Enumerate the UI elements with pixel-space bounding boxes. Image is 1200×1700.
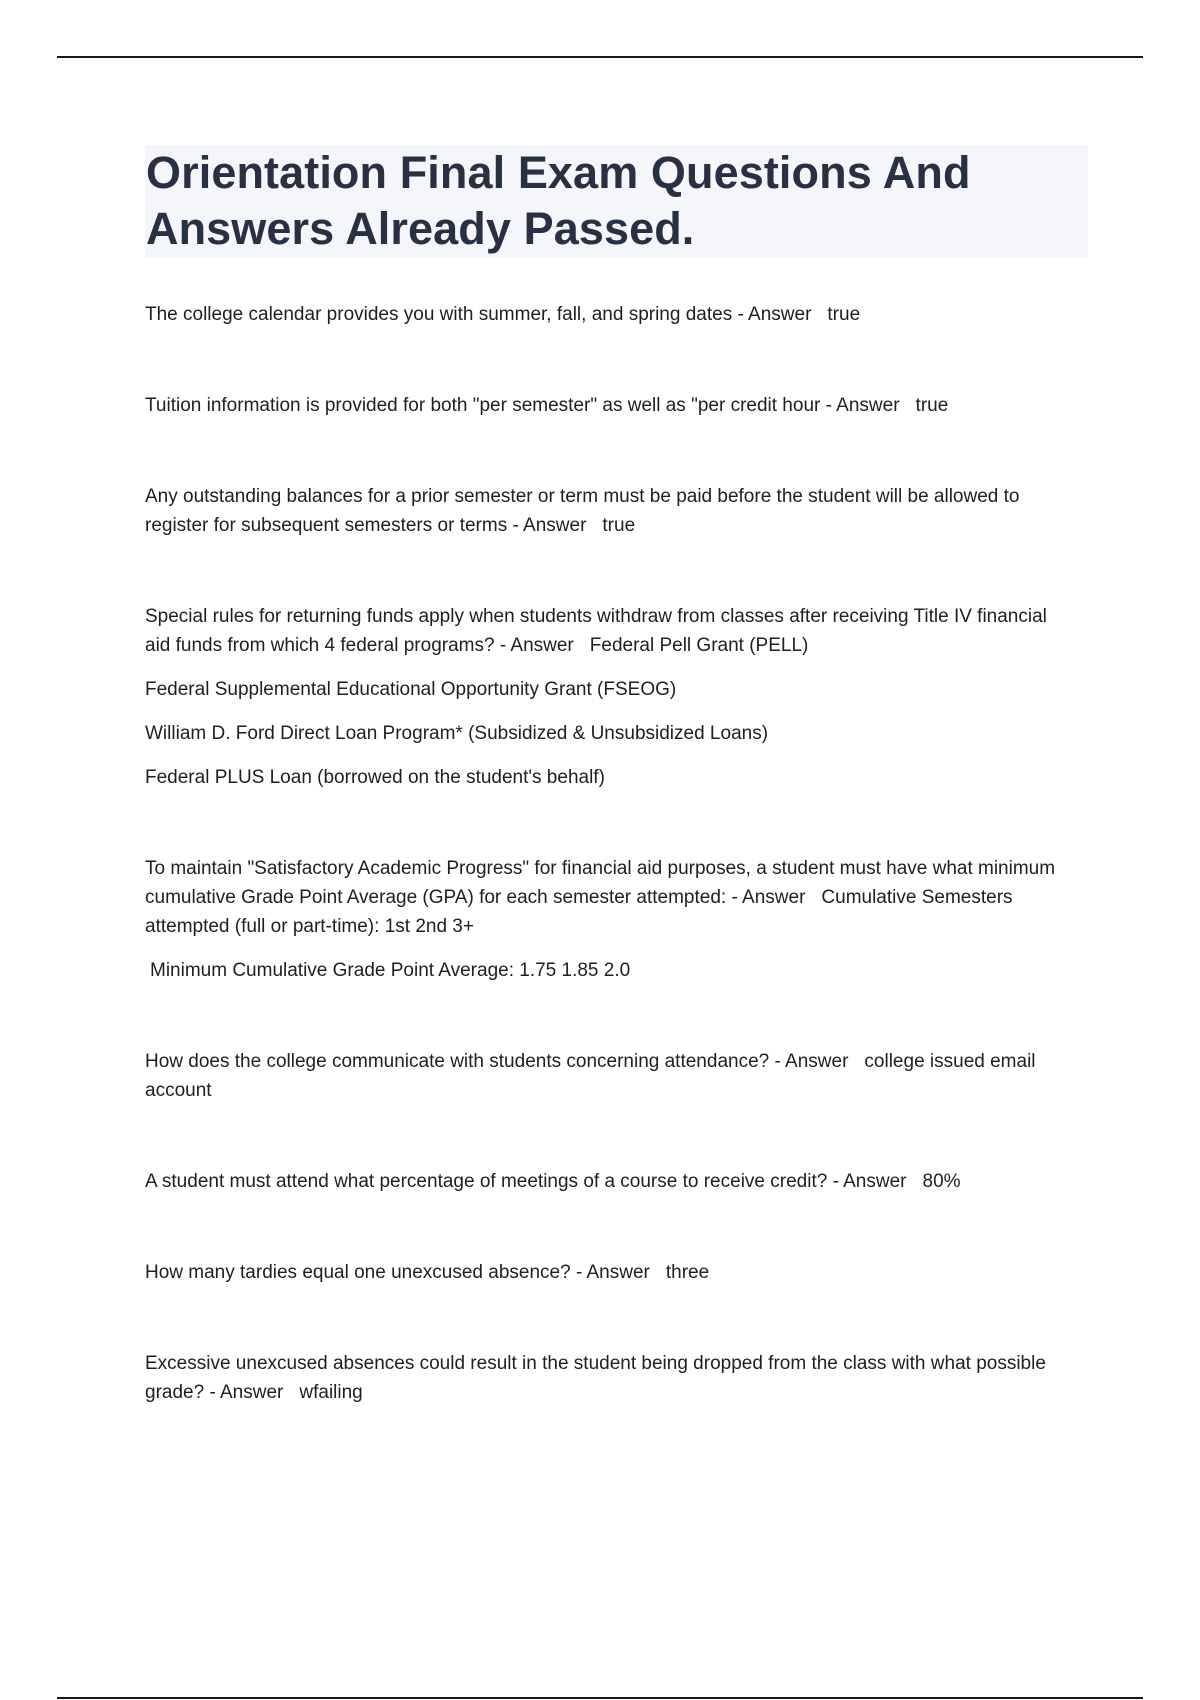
question-text: How many tardies equal one unexcused absence?: [145, 1262, 571, 1283]
qa-question-line: [145, 602, 1075, 660]
qa-item: [145, 1349, 1075, 1407]
answer-extra-line: William D. Ford Direct Loan Program* (Subsidized & Unsubsidized Loans): [145, 723, 769, 744]
qa-item: [145, 300, 1075, 329]
answer-text: true: [827, 304, 861, 325]
bottom-divider: [57, 1697, 1143, 1699]
answer-extra-line: Minimum Cumulative Grade Point Average: 1.75 1.85 2.0: [150, 960, 631, 981]
qa-question-line: [145, 854, 1075, 941]
answer-text: college issued email account: [145, 1051, 1036, 1101]
qa-item: [145, 482, 1075, 540]
document-title: Orientation Final Exam Questions And Answers Already Passed.: [146, 147, 971, 254]
qa-item: [145, 602, 1075, 792]
top-divider: [57, 56, 1143, 58]
answer-text: Federal Pell Grant (PELL): [589, 635, 809, 656]
question-text: Any outstanding balances for a prior semester or term must be paid before the student will be allowed to register for subsequent semesters or terms: [145, 486, 1020, 536]
qa-item: [145, 1258, 1075, 1287]
qa-question-line: [145, 1047, 1075, 1105]
answer-text: three: [665, 1262, 710, 1283]
answer-text: Cumulative Semesters attempted (full or part-time): 1st 2nd 3+: [145, 887, 1013, 937]
answer-text: 80%: [922, 1171, 961, 1192]
answer-extra-line: Federal Supplemental Educational Opportunity Grant (FSEOG): [145, 679, 677, 700]
answer-marker: - Answer: [512, 515, 587, 536]
qa-question-line: [145, 1349, 1075, 1407]
question-text: Tuition information is provided for both "per semester" as well as "per credit hour: [145, 395, 821, 416]
answer-text: true: [602, 515, 636, 536]
question-text: The college calendar provides you with summer, fall, and spring dates: [145, 304, 733, 325]
question-text: A student must attend what percentage of meetings of a course to receive credit?: [145, 1171, 828, 1192]
qa-item: [145, 391, 1075, 420]
title-banner: [145, 145, 1088, 257]
answer-marker: - Answer: [774, 1051, 849, 1072]
answer-marker: - Answer: [499, 635, 574, 656]
qa-question-line: [145, 482, 1075, 540]
answer-marker: - Answer: [731, 887, 806, 908]
qa-question-line: [145, 1167, 1075, 1196]
question-text: Excessive unexcused absences could result in the student being dropped from the class with what possible grade?: [145, 1353, 1046, 1403]
answer-marker: - Answer: [825, 395, 900, 416]
qa-question-line: [145, 1258, 1075, 1287]
answer-text: wfailing: [299, 1382, 363, 1403]
qa-question-line: [145, 300, 1075, 329]
question-text: How does the college communicate with students concerning attendance?: [145, 1051, 770, 1072]
question-text: To maintain "Satisfactory Academic Progress" for financial aid purposes, a student must have what minimum cumulative Grade Point Average (GPA) for each semester attempted:: [145, 858, 1056, 908]
answer-marker: - Answer: [575, 1262, 650, 1283]
answer-extra-line: Federal PLUS Loan (borrowed on the student's behalf): [145, 767, 605, 788]
qa-item: [145, 854, 1075, 985]
answer-marker: - Answer: [832, 1171, 907, 1192]
qa-list: [145, 300, 1075, 1469]
answer-text: true: [915, 395, 949, 416]
question-text: Special rules for returning funds apply when students withdraw from classes after receiving Title IV financial aid funds from which 4 federal programs?: [145, 606, 1047, 656]
qa-item: [145, 1047, 1075, 1105]
answer-marker: - Answer: [737, 304, 812, 325]
qa-question-line: [145, 391, 1075, 420]
qa-item: [145, 1167, 1075, 1196]
answer-marker: - Answer: [209, 1382, 284, 1403]
